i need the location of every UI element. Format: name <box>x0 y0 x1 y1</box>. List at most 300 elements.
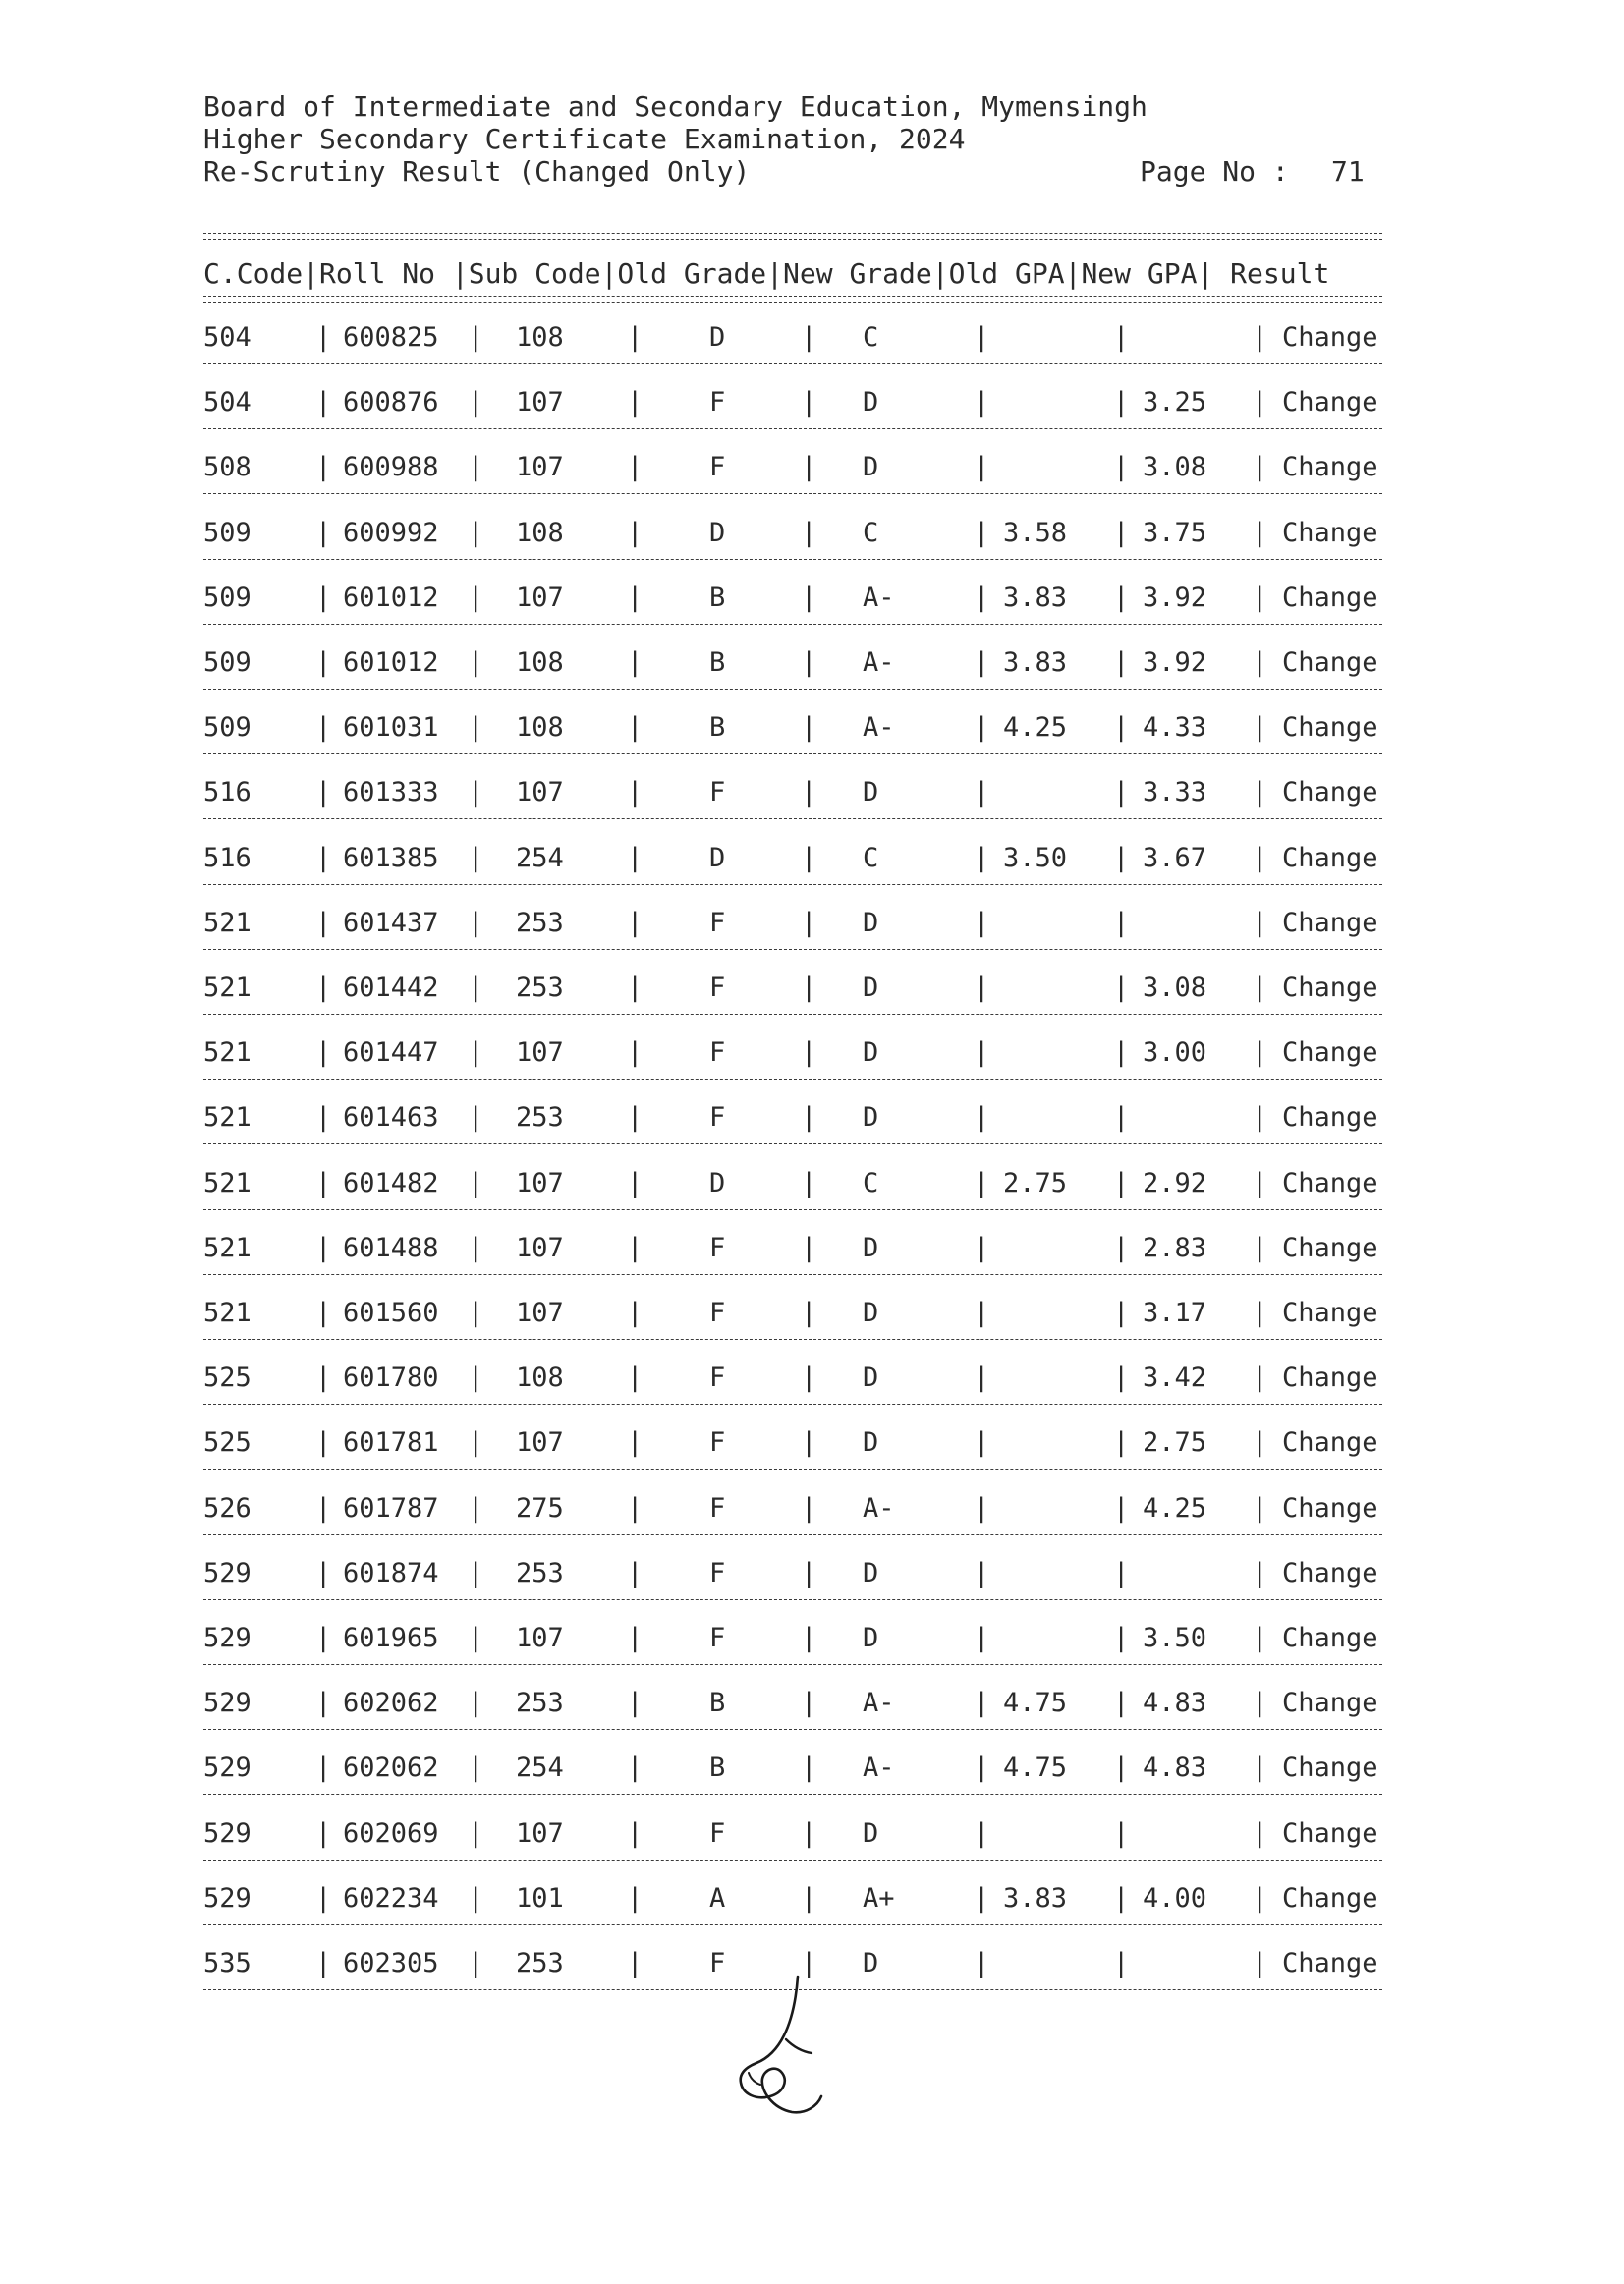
column-separator: | <box>1252 1948 1268 1978</box>
cell-new-gpa: 3.08 <box>1143 973 1207 1003</box>
cell-old-grade: F <box>709 1427 726 1458</box>
column-separator: | <box>468 387 484 418</box>
cell-new-grade: D <box>863 777 879 808</box>
cell-center-code: 521 <box>203 908 252 938</box>
column-separator: | <box>1113 1427 1130 1458</box>
cell-result: Change <box>1282 843 1378 873</box>
column-separator: | <box>974 1688 990 1718</box>
cell-center-code: 525 <box>203 1363 252 1393</box>
column-separator: | <box>801 1688 817 1718</box>
cell-sub-code: 253 <box>516 908 564 938</box>
cell-new-grade: D <box>863 1427 879 1458</box>
cell-center-code: 508 <box>203 452 252 482</box>
column-separator: | <box>974 452 990 482</box>
cell-sub-code: 107 <box>516 452 564 482</box>
column-separator: | <box>315 973 332 1003</box>
cell-result: Change <box>1282 777 1378 808</box>
column-separator: | <box>1252 1558 1268 1588</box>
cell-roll-no: 602234 <box>343 1883 439 1914</box>
cell-new-grade: A- <box>863 583 895 613</box>
column-separator: | <box>627 1168 644 1198</box>
cell-result: Change <box>1282 1623 1378 1653</box>
column-separator: | <box>315 1298 332 1328</box>
column-separator: | <box>1113 1753 1130 1783</box>
cell-center-code: 516 <box>203 777 252 808</box>
column-separator: | <box>468 908 484 938</box>
cell-result: Change <box>1282 452 1378 482</box>
column-separator: | <box>801 1363 817 1393</box>
cell-old-gpa: 4.75 <box>1003 1688 1068 1718</box>
cell-new-grade: C <box>863 518 879 548</box>
cell-center-code: 535 <box>203 1948 252 1978</box>
exam-title: Higher Secondary Certificate Examination, 2024 <box>203 123 966 155</box>
cell-result: Change <box>1282 712 1378 743</box>
column-separator: | <box>468 452 484 482</box>
table-row <box>0 385 1624 420</box>
column-separator: | <box>1113 518 1130 548</box>
cell-new-grade: D <box>863 1102 879 1133</box>
column-separator: | <box>627 908 644 938</box>
row-divider <box>203 559 1382 560</box>
column-separator: | <box>468 1102 484 1133</box>
column-separator: | <box>315 387 332 418</box>
cell-new-gpa: 2.75 <box>1143 1427 1207 1458</box>
row-divider <box>203 1339 1382 1340</box>
column-separator: | <box>1252 647 1268 678</box>
column-separator: | <box>468 973 484 1003</box>
column-separator: | <box>801 908 817 938</box>
table-row <box>0 516 1624 551</box>
column-separator: | <box>468 518 484 548</box>
cell-result: Change <box>1282 387 1378 418</box>
column-separator: | <box>974 1102 990 1133</box>
column-separator: | <box>1113 1623 1130 1653</box>
cell-roll-no: 601560 <box>343 1298 439 1328</box>
column-separator: | <box>974 973 990 1003</box>
cell-new-grade: D <box>863 1363 879 1393</box>
cell-sub-code: 107 <box>516 1233 564 1263</box>
column-separator: | <box>627 843 644 873</box>
row-divider <box>203 689 1382 690</box>
cell-roll-no: 600992 <box>343 518 439 548</box>
column-separator: | <box>974 1623 990 1653</box>
cell-center-code: 529 <box>203 1558 252 1588</box>
cell-old-grade: D <box>709 843 726 873</box>
table-row <box>0 1296 1624 1331</box>
column-separator: | <box>315 1233 332 1263</box>
column-separator: | <box>1113 1102 1130 1133</box>
table-row <box>0 1166 1624 1201</box>
column-separator: | <box>1252 1037 1268 1068</box>
column-separator: | <box>1252 387 1268 418</box>
column-separator: | <box>1252 1623 1268 1653</box>
cell-new-grade: D <box>863 908 879 938</box>
column-separator: | <box>627 1363 644 1393</box>
table-row <box>0 1816 1624 1852</box>
column-separator: | <box>468 1233 484 1263</box>
table-row <box>0 971 1624 1006</box>
cell-roll-no: 601012 <box>343 583 439 613</box>
column-separator: | <box>1252 908 1268 938</box>
board-name: Board of Intermediate and Secondary Education, Mymensingh <box>203 90 1148 123</box>
cell-result: Change <box>1282 322 1378 353</box>
column-separator: | <box>627 1427 644 1458</box>
table-row <box>0 1425 1624 1461</box>
cell-result: Change <box>1282 518 1378 548</box>
column-separator: | <box>468 843 484 873</box>
cell-old-grade: D <box>709 322 726 353</box>
column-separator: | <box>974 387 990 418</box>
cell-new-grade: D <box>863 387 879 418</box>
column-separator: | <box>801 712 817 743</box>
column-separator: | <box>1113 1948 1130 1978</box>
column-separator: | <box>1113 1168 1130 1198</box>
cell-new-gpa: 3.00 <box>1143 1037 1207 1068</box>
column-separator: | <box>974 843 990 873</box>
column-separator: | <box>1113 647 1130 678</box>
column-separator: | <box>315 518 332 548</box>
page-number: 71 <box>1331 155 1365 188</box>
row-divider <box>203 818 1382 819</box>
row-divider <box>203 363 1382 364</box>
cell-sub-code: 108 <box>516 1363 564 1393</box>
column-separator: | <box>627 1623 644 1653</box>
cell-center-code: 509 <box>203 647 252 678</box>
column-separator: | <box>468 1883 484 1914</box>
row-divider <box>203 1209 1382 1210</box>
column-separator: | <box>627 1037 644 1068</box>
cell-result: Change <box>1282 973 1378 1003</box>
column-separator: | <box>1252 1493 1268 1524</box>
column-separator: | <box>1113 973 1130 1003</box>
cell-new-grade: C <box>863 322 879 353</box>
column-separator: | <box>468 1037 484 1068</box>
column-separator: | <box>627 1493 644 1524</box>
cell-new-grade: A- <box>863 1493 895 1524</box>
cell-old-grade: F <box>709 1623 726 1653</box>
cell-old-grade: F <box>709 908 726 938</box>
row-divider <box>203 1143 1382 1144</box>
table-row <box>0 1231 1624 1266</box>
cell-sub-code: 108 <box>516 712 564 743</box>
row-divider <box>203 493 1382 494</box>
cell-center-code: 509 <box>203 583 252 613</box>
cell-new-gpa: 4.25 <box>1143 1493 1207 1524</box>
cell-center-code: 521 <box>203 973 252 1003</box>
column-separator: | <box>468 712 484 743</box>
column-separator: | <box>627 518 644 548</box>
cell-roll-no: 601447 <box>343 1037 439 1068</box>
cell-center-code: 529 <box>203 1883 252 1914</box>
cell-old-grade: D <box>709 518 726 548</box>
cell-center-code: 529 <box>203 1623 252 1653</box>
cell-center-code: 504 <box>203 387 252 418</box>
row-divider <box>203 1274 1382 1275</box>
row-divider <box>203 1860 1382 1861</box>
cell-center-code: 516 <box>203 843 252 873</box>
cell-roll-no: 602062 <box>343 1753 439 1783</box>
cell-result: Change <box>1282 1363 1378 1393</box>
column-separator: | <box>627 1688 644 1718</box>
cell-new-gpa: 4.00 <box>1143 1883 1207 1914</box>
column-separator: | <box>468 1688 484 1718</box>
column-separator: | <box>974 1558 990 1588</box>
cell-old-gpa: 3.83 <box>1003 1883 1068 1914</box>
column-separator: | <box>468 1363 484 1393</box>
row-divider <box>203 1014 1382 1015</box>
cell-new-grade: C <box>863 843 879 873</box>
cell-old-gpa: 2.75 <box>1003 1168 1068 1198</box>
header-bottom-rule <box>203 296 1382 303</box>
column-separator: | <box>801 973 817 1003</box>
cell-roll-no: 601385 <box>343 843 439 873</box>
column-separator: | <box>315 843 332 873</box>
cell-old-grade: B <box>709 1753 726 1783</box>
cell-sub-code: 108 <box>516 647 564 678</box>
table-row <box>0 450 1624 485</box>
cell-sub-code: 107 <box>516 1168 564 1198</box>
cell-new-grade: D <box>863 1037 879 1068</box>
column-separator: | <box>627 387 644 418</box>
column-separator: | <box>468 1168 484 1198</box>
column-separator: | <box>315 712 332 743</box>
cell-sub-code: 253 <box>516 973 564 1003</box>
cell-new-grade: D <box>863 1298 879 1328</box>
column-separator: | <box>1113 1558 1130 1588</box>
cell-result: Change <box>1282 1558 1378 1588</box>
row-divider <box>203 1079 1382 1080</box>
cell-roll-no: 602069 <box>343 1818 439 1849</box>
column-separator: | <box>974 322 990 353</box>
cell-result: Change <box>1282 1102 1378 1133</box>
row-divider <box>203 1404 1382 1405</box>
column-separator: | <box>1113 843 1130 873</box>
column-separator: | <box>801 1037 817 1068</box>
column-separator: | <box>1252 777 1268 808</box>
cell-roll-no: 601463 <box>343 1102 439 1133</box>
table-row <box>0 1491 1624 1527</box>
cell-center-code: 526 <box>203 1493 252 1524</box>
column-separator: | <box>468 1558 484 1588</box>
column-separator: | <box>1113 1493 1130 1524</box>
column-separator: | <box>315 1623 332 1653</box>
cell-result: Change <box>1282 1493 1378 1524</box>
table-row <box>0 320 1624 356</box>
cell-center-code: 525 <box>203 1427 252 1458</box>
column-separator: | <box>1252 1688 1268 1718</box>
cell-old-grade: F <box>709 1298 726 1328</box>
column-separator: | <box>468 1493 484 1524</box>
cell-result: Change <box>1282 647 1378 678</box>
column-separator: | <box>468 1948 484 1978</box>
column-separator: | <box>974 1948 990 1978</box>
table-row <box>0 581 1624 616</box>
cell-center-code: 529 <box>203 1688 252 1718</box>
cell-roll-no: 601965 <box>343 1623 439 1653</box>
table-row <box>0 1035 1624 1071</box>
column-separator: | <box>468 777 484 808</box>
cell-result: Change <box>1282 1298 1378 1328</box>
row-divider <box>203 949 1382 950</box>
cell-roll-no: 601437 <box>343 908 439 938</box>
column-separator: | <box>315 1427 332 1458</box>
cell-old-grade: F <box>709 777 726 808</box>
column-separator: | <box>627 973 644 1003</box>
column-separator: | <box>801 518 817 548</box>
column-separator: | <box>1252 1233 1268 1263</box>
cell-old-grade: F <box>709 1558 726 1588</box>
cell-sub-code: 254 <box>516 843 564 873</box>
column-separator: | <box>468 1818 484 1849</box>
column-separator: | <box>801 1233 817 1263</box>
cell-old-gpa: 3.50 <box>1003 843 1068 873</box>
cell-old-grade: F <box>709 1363 726 1393</box>
cell-new-gpa: 4.83 <box>1143 1753 1207 1783</box>
column-separator: | <box>1252 1168 1268 1198</box>
cell-sub-code: 275 <box>516 1493 564 1524</box>
column-separator: | <box>315 583 332 613</box>
cell-new-gpa: 3.67 <box>1143 843 1207 873</box>
cell-sub-code: 107 <box>516 1037 564 1068</box>
table-row <box>0 645 1624 681</box>
cell-center-code: 521 <box>203 1168 252 1198</box>
column-separator: | <box>801 322 817 353</box>
column-separator: | <box>801 1298 817 1328</box>
cell-sub-code: 254 <box>516 1753 564 1783</box>
column-separator: | <box>627 1233 644 1263</box>
column-separator: | <box>974 1233 990 1263</box>
column-separator: | <box>315 1493 332 1524</box>
column-separator: | <box>974 777 990 808</box>
cell-result: Change <box>1282 1233 1378 1263</box>
column-separator: | <box>1113 712 1130 743</box>
column-separator: | <box>627 1102 644 1133</box>
column-separator: | <box>627 777 644 808</box>
column-separator: | <box>627 1948 644 1978</box>
column-separator: | <box>468 322 484 353</box>
cell-center-code: 521 <box>203 1037 252 1068</box>
cell-center-code: 529 <box>203 1818 252 1849</box>
column-separator: | <box>1113 908 1130 938</box>
cell-sub-code: 107 <box>516 1427 564 1458</box>
column-separator: | <box>1252 1298 1268 1328</box>
row-divider <box>203 624 1382 625</box>
cell-result: Change <box>1282 1037 1378 1068</box>
cell-roll-no: 601012 <box>343 647 439 678</box>
column-separator: | <box>801 1558 817 1588</box>
cell-new-grade: D <box>863 1558 879 1588</box>
cell-new-grade: D <box>863 1948 879 1978</box>
column-separator: | <box>627 1818 644 1849</box>
row-divider <box>203 884 1382 885</box>
column-separator: | <box>801 1168 817 1198</box>
column-separator: | <box>801 1102 817 1133</box>
cell-new-gpa: 2.92 <box>1143 1168 1207 1198</box>
cell-sub-code: 107 <box>516 1623 564 1653</box>
column-separator: | <box>315 1688 332 1718</box>
cell-old-grade: F <box>709 1233 726 1263</box>
column-separator: | <box>627 1298 644 1328</box>
cell-old-gpa: 4.25 <box>1003 712 1068 743</box>
table-row <box>0 710 1624 746</box>
column-separator: | <box>1113 322 1130 353</box>
cell-new-gpa: 4.33 <box>1143 712 1207 743</box>
column-separator: | <box>627 1753 644 1783</box>
column-separator: | <box>974 1427 990 1458</box>
column-separator: | <box>1252 452 1268 482</box>
column-separator: | <box>1113 1883 1130 1914</box>
row-divider <box>203 1924 1382 1925</box>
column-separator: | <box>801 387 817 418</box>
cell-new-grade: A+ <box>863 1883 895 1914</box>
column-separator: | <box>627 322 644 353</box>
cell-old-grade: F <box>709 1948 726 1978</box>
column-separator: | <box>801 647 817 678</box>
column-separator: | <box>1113 452 1130 482</box>
cell-old-grade: D <box>709 1168 726 1198</box>
cell-new-grade: D <box>863 1233 879 1263</box>
cell-old-grade: F <box>709 1037 726 1068</box>
column-separator: | <box>1252 843 1268 873</box>
cell-new-gpa: 3.42 <box>1143 1363 1207 1393</box>
cell-result: Change <box>1282 1753 1378 1783</box>
column-separator: | <box>974 1883 990 1914</box>
cell-sub-code: 107 <box>516 387 564 418</box>
cell-new-gpa: 3.92 <box>1143 583 1207 613</box>
column-separator: | <box>468 583 484 613</box>
column-separator: | <box>974 712 990 743</box>
cell-old-gpa: 3.83 <box>1003 647 1068 678</box>
column-separator: | <box>627 647 644 678</box>
column-separator: | <box>315 1883 332 1914</box>
column-separator: | <box>1252 973 1268 1003</box>
column-separator: | <box>315 647 332 678</box>
column-separator: | <box>974 1037 990 1068</box>
table-row <box>0 1556 1624 1591</box>
column-separator: | <box>627 583 644 613</box>
column-separator: | <box>468 1623 484 1653</box>
column-separator: | <box>1252 1818 1268 1849</box>
cell-sub-code: 107 <box>516 583 564 613</box>
column-separator: | <box>315 1818 332 1849</box>
cell-center-code: 521 <box>203 1298 252 1328</box>
column-separator: | <box>801 452 817 482</box>
cell-sub-code: 107 <box>516 1818 564 1849</box>
column-separator: | <box>468 1753 484 1783</box>
cell-new-gpa: 3.25 <box>1143 387 1207 418</box>
cell-result: Change <box>1282 908 1378 938</box>
cell-old-grade: F <box>709 973 726 1003</box>
cell-new-gpa: 3.75 <box>1143 518 1207 548</box>
cell-result: Change <box>1282 1883 1378 1914</box>
cell-roll-no: 601442 <box>343 973 439 1003</box>
cell-old-grade: F <box>709 1102 726 1133</box>
table-row <box>0 1881 1624 1917</box>
cell-new-gpa: 3.08 <box>1143 452 1207 482</box>
column-separator: | <box>974 1493 990 1524</box>
cell-sub-code: 253 <box>516 1948 564 1978</box>
cell-new-gpa: 4.83 <box>1143 1688 1207 1718</box>
cell-center-code: 529 <box>203 1753 252 1783</box>
cell-sub-code: 253 <box>516 1688 564 1718</box>
cell-roll-no: 600876 <box>343 387 439 418</box>
column-separator: | <box>1252 518 1268 548</box>
cell-new-grade: A- <box>863 1688 895 1718</box>
table-row <box>0 841 1624 876</box>
cell-new-gpa: 3.50 <box>1143 1623 1207 1653</box>
cell-center-code: 521 <box>203 1102 252 1133</box>
cell-old-grade: F <box>709 387 726 418</box>
